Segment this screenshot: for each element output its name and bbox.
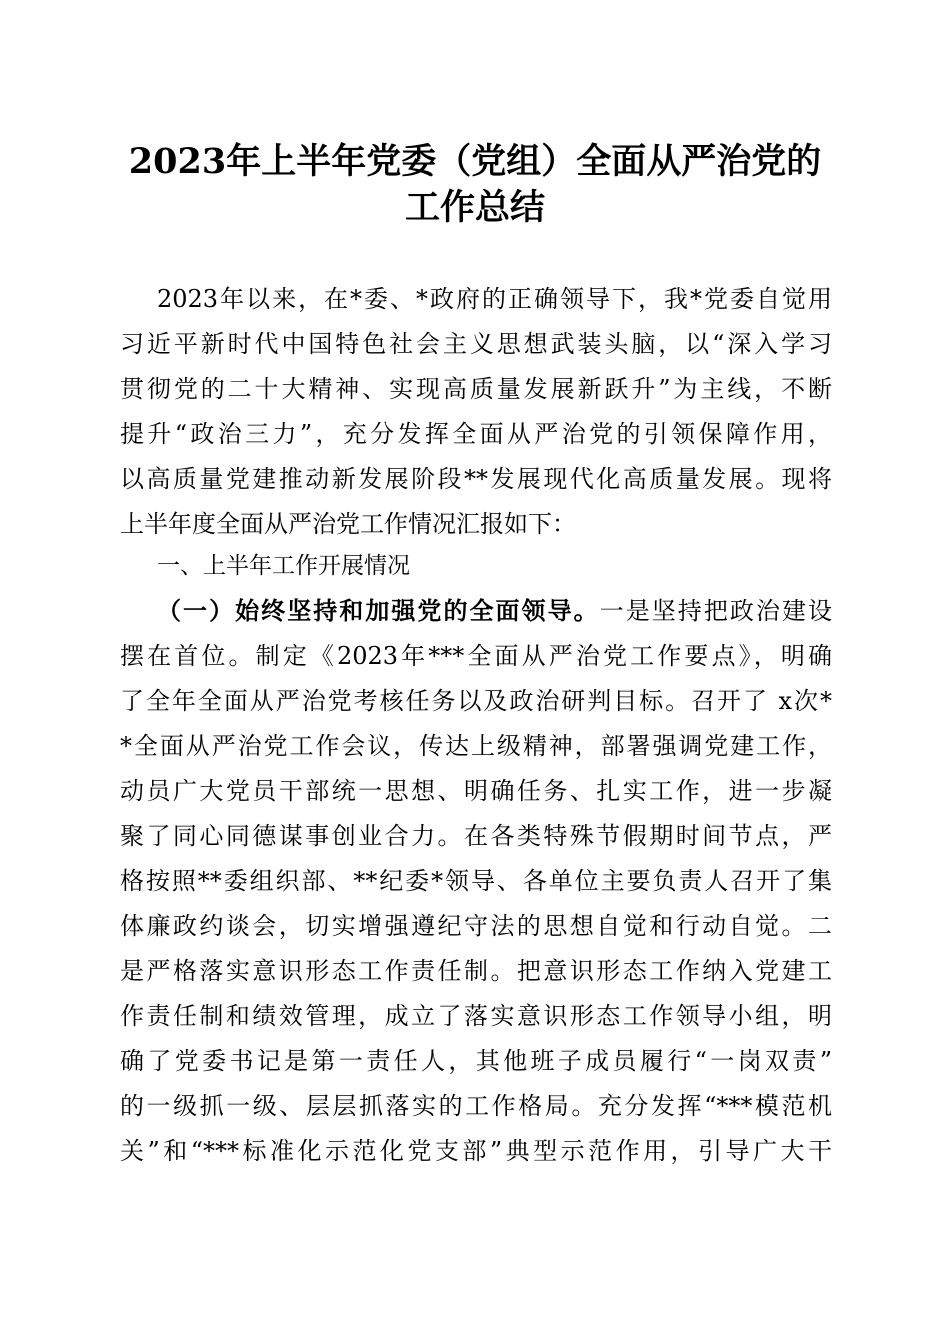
subsection-heading: （一）始终坚持和加强党的全面领导。 bbox=[157, 597, 600, 625]
section-heading: 一、上半年工作开展情况 bbox=[157, 553, 410, 579]
body-line: 关”和“***标准化示范化党支部”典型示范作用，引导广大干 bbox=[120, 1137, 832, 1165]
body-line: 的一级抓一级、层层抓落实的工作格局。充分发挥“***模范机 bbox=[120, 1092, 832, 1120]
intro-line: 以高质量党建推动新发展阶段**发展现代化高质量发展。现将 bbox=[120, 465, 832, 493]
body-line: 摆在首位。制定《2023年***全面从严治党工作要点》，明确 bbox=[120, 642, 832, 670]
subsection-first-text: 一是坚持把政治建设 bbox=[599, 597, 832, 625]
body-line: 格按照**委组织部、**纪委*领导、各单位主要负责人召开了集 bbox=[120, 867, 832, 895]
document-title-line-1: 2023年上半年党委（党组）全面从严治党的 bbox=[128, 141, 822, 182]
intro-line: 上半年度全面从严治党工作情况汇报如下： bbox=[120, 510, 576, 538]
body-line: 确了党委书记是第一责任人，其他班子成员履行“一岗双责” bbox=[120, 1047, 832, 1075]
intro-line: 提升“政治三力”，充分发挥全面从严治党的引领保障作用， bbox=[120, 420, 832, 448]
intro-line: 习近平新时代中国特色社会主义思想武装头脑，以“深入学习 bbox=[120, 330, 832, 358]
intro-line: 贯彻党的二十大精神、实现高质量发展新跃升”为主线，不断 bbox=[120, 375, 832, 403]
body-line: 作责任制和绩效管理，成立了落实意识形态工作领导小组，明 bbox=[120, 1002, 832, 1030]
body-line: *全面从严治党工作会议，传达上级精神，部署强调党建工作， bbox=[120, 732, 832, 760]
document-title-line-2: 工作总结 bbox=[404, 187, 545, 228]
intro-line: 2023年以来，在*委、*政府的正确领导下，我*党委自觉用 bbox=[157, 285, 832, 313]
body-line: 体廉政约谈会，切实增强遵纪守法的思想自觉和行动自觉。二 bbox=[120, 912, 832, 940]
body-line: 动员广大党员干部统一思想、明确任务、扎实工作，进一步凝 bbox=[120, 777, 832, 805]
body-line: 聚了同心同德谋事创业合力。在各类特殊节假期时间节点，严 bbox=[120, 822, 832, 850]
subsection-first-line bbox=[157, 596, 832, 626]
body-line: 了全年全面从严治党考核任务以及政治研判目标。召开了 x次* bbox=[120, 687, 832, 715]
body-line: 是严格落实意识形态工作责任制。把意识形态工作纳入党建工 bbox=[120, 957, 832, 985]
